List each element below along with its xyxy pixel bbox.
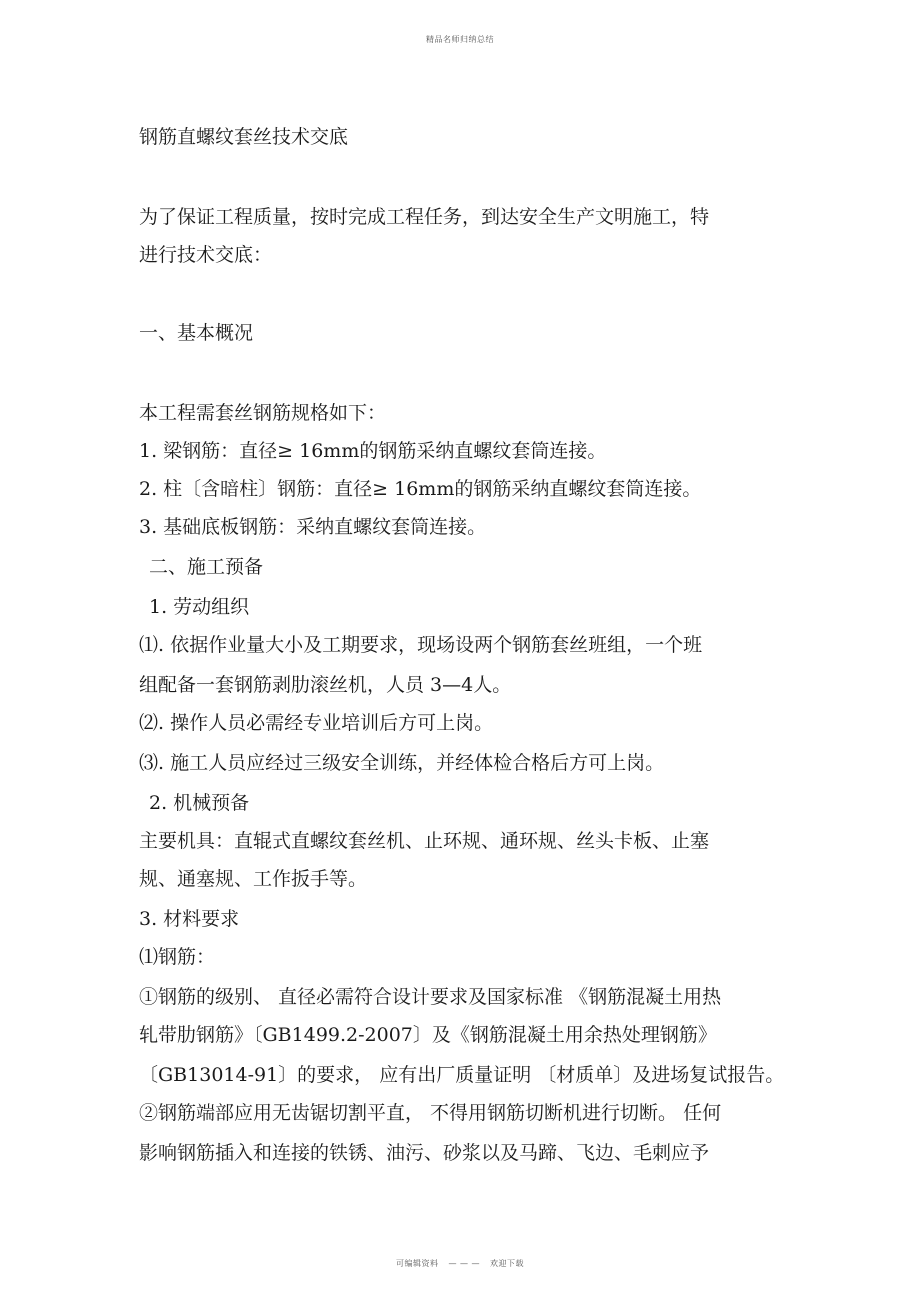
intro-line-1: 为了保证工程质量，按时完成工程任务，到达安全生产文明施工，特	[139, 206, 710, 228]
subsection-1-heading: 1. 劳动组织	[149, 596, 250, 618]
subsection-3-line-5: ②钢筋端部应用无齿锯切割平直， 不得用钢筋切断机进行切断。 任何	[139, 1102, 722, 1124]
section-1-item-2: 2. 柱〔含暗柱〕钢筋：直径≥ 16mm的钢筋采纳直螺纹套筒连接。	[139, 478, 702, 500]
subsection-1-line-1: ⑴. 依据作业量大小及工期要求，现场设两个钢筋套丝班组，一个班	[139, 634, 703, 656]
section-1-item-1: 1. 梁钢筋：直径≥ 16mm的钢筋采纳直螺纹套筒连接。	[139, 440, 607, 462]
section-1-item-3: 3. 基础底板钢筋：采纳直螺纹套筒连接。	[139, 516, 487, 538]
subsection-3-line-3: 轧带肋钢筋》〔GB1499.2-2007〕及《钢筋混凝土用余热处理钢筋》	[139, 1024, 717, 1046]
subsection-1-line-2: 组配备一套钢筋剥肋滚丝机，人员 3—4人。	[139, 674, 512, 696]
subsection-3-line-4: 〔GB13014-91〕的要求， 应有出厂质量证明 〔材质单〕及进场复试报告。	[139, 1064, 785, 1086]
subsection-1-line-4: ⑶. 施工人员应经过三级安全训练，并经体检合格后方可上岗。	[139, 752, 665, 774]
section-1-lead: 本工程需套丝钢筋规格如下：	[139, 402, 387, 424]
subsection-3-line-1: ⑴钢筋：	[139, 946, 216, 968]
section-2-heading: 二、施工预备	[149, 556, 264, 578]
intro-line-2: 进行技术交底：	[139, 244, 273, 266]
page-footer	[0, 1258, 920, 1269]
footer-left-text: 可编辑资料	[395, 1259, 439, 1268]
footer-dashes: — — —	[448, 1259, 481, 1268]
subsection-2-line-1: 主要机具：直辊式直螺纹套丝机、止环规、通环规、丝头卡板、止塞	[139, 830, 710, 852]
subsection-3-heading: 3. 材料要求	[139, 908, 240, 930]
page-header: 精品名师归纳总结	[426, 35, 494, 44]
footer-right-text: 欢迎下载	[490, 1259, 525, 1268]
subsection-2-heading: 2. 机械预备	[149, 792, 250, 814]
section-1-heading: 一、基本概况	[139, 322, 254, 344]
document-title: 钢筋直螺纹套丝技术交底	[139, 126, 349, 148]
subsection-3-line-2: ①钢筋的级别、 直径必需符合设计要求及国家标准 《钢筋混凝土用热	[139, 986, 722, 1008]
subsection-1-line-3: ⑵. 操作人员必需经专业培训后方可上岗。	[139, 712, 494, 734]
subsection-3-line-6: 影响钢筋插入和连接的铁锈、油污、砂浆以及马蹄、飞边、毛刺应予	[139, 1142, 710, 1164]
subsection-2-line-2: 规、通塞规、工作扳手等。	[139, 868, 368, 890]
